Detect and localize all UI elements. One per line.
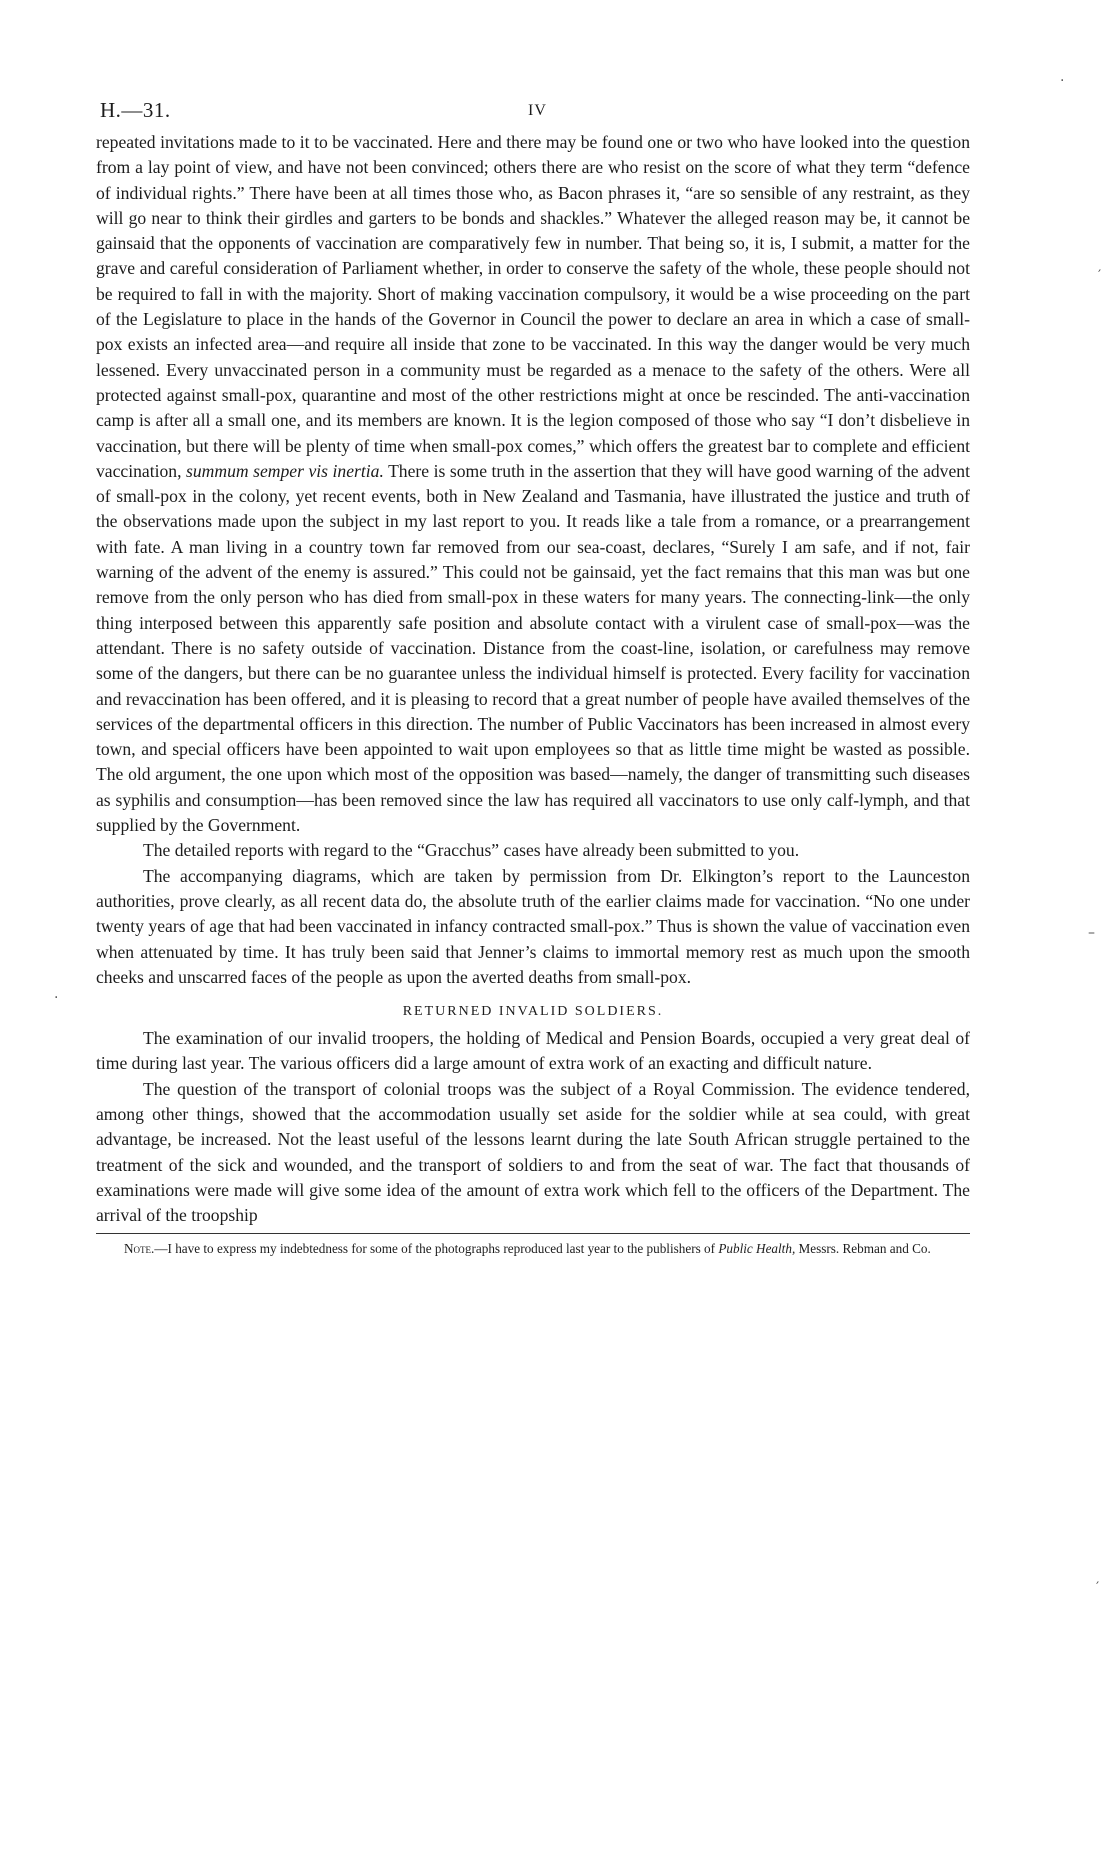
footnote <box>96 1240 970 1257</box>
margin-mark: ′ <box>1098 268 1102 284</box>
paragraph-invalid-troopers: The examination of our invalid troopers, the holding of Medical and Pension Boards, occupied a very great deal of time during last year. The various officers did a large amount of extra work of an exacting and difficult nature. <box>96 1028 970 1074</box>
document-reference: H.—31. <box>100 98 171 122</box>
footnote-divider <box>96 1233 970 1234</box>
paragraph-vaccination <box>96 130 970 838</box>
margin-mark: · <box>54 990 59 1006</box>
page-header <box>96 90 970 130</box>
paragraph-vaccination-text: repeated invitations made to it to be vaccinated. Here and there may be found one or two who have looked into the question from a lay point of view, and have not been convinced; others there are who resist on the score of what they term “defence of individual rights.” There have been at all times those who, as Bacon phrases it, “are so sensible of any restraint, as they will go near to think their girdles and garters to be bonds and shackles.” Whatever the alleged reason may be, it cannot be gainsaid that the opponents of vaccination are comparatively few in number. That being so, it is, I submit, a matter for the grave and careful consideration of Parliament whether, in order to conserve the safety of the whole, these people should not be required to fall in with the majority. Short of making vaccination compulsory, it would be a wise proceeding on the part of the Legislature to place in the hands of the Governor in Council the power to declare an area in which a case of small-pox exists an infected area—and require all inside that zone to be vaccinated. In this way the danger would be very much lessened. Every unvaccinated person in a community must be regarded as a menace to the safety of the others. Were all protected against small-pox, quarantine and most of the other restrictions might at once be rescinded. The anti-vaccination camp is after all a small one, and its members are known. It is the legion composed of those who say “I don’t disbelieve in vaccination, but there will be plenty of time when small-pox comes,” which offers the greatest bar to complete and efficient vaccination, <box>96 132 970 481</box>
document-body <box>96 130 970 1228</box>
margin-mark: ′ <box>1096 1580 1100 1596</box>
paragraph-vaccination-continued: There is some truth in the assertion that they will have good warning of the advent of small-pox in the colony, yet recent events, both in New Zealand and Tasmania, have illustrated the justice and truth of the observations made upon the subject in my last report to you. It reads like a tale from a romance, or a prearrangement with fate. A man living in a country town far removed from our sea-coast, declares, “Surely I am safe, and if not, fair warning of the advent of the enemy is assured.” This could not be gainsaid, yet the fact remains that this man was but one remove from the only person who has died from small-pox in these waters for many years. The connecting-link—the only thing interposed between this apparently safe position and absolute contact with a virulent case of small-pox—was the attendant. There is no safety outside of vaccination. Distance from the coast-line, isolation, or carefulness may remove some of the dangers, but there can be no guarantee unless the individual himself is protected. Every facility for vaccination and revaccination has been offered, and it is pleasing to record that a great number of people have availed themselves of the services of the departmental officers in this direction. The number of Public Vaccinators has been increased in almost every town, and special officers have been appointed to wait upon employees so that as little time might be wasted as possible. The old argument, the one upon which most of the opposition was based—namely, the danger of transmitting such diseases as syphilis and consumption—has been removed since the law has required all vaccinators to use only calf-lymph, and that supplied by the Government. <box>96 460 970 836</box>
section-heading: RETURNED INVALID SOLDIERS. <box>402 1004 664 1020</box>
page-number: IV <box>528 102 547 119</box>
margin-mark: – <box>1088 925 1095 941</box>
paragraph-transport: The question of the transport of colonial troops was the subject of a Royal Commission. The evidence tendered, among other things, showed that the accommodation usually set aside for the soldier while at sea could, with great advantage, be increased. Not the least useful of the lessons learnt during the late South African struggle pertained to the treatment of the sick and wounded, and the transport of soldiers to and from the seat of war. The fact that thousands of examinations were made will give some idea of the amount of extra work which fell to the officers of the Department. The arrival of the troopship <box>96 1078 970 1226</box>
footnote-rest: Messrs. Rebman and Co. <box>798 1241 931 1257</box>
footnote-label: Note. <box>124 1241 155 1257</box>
footnote-text: —I have to express my indebtedness for some of the photographs reproduced last year to the publishers of <box>154 1241 716 1257</box>
margin-mark: · <box>1060 73 1065 89</box>
document-page <box>96 90 970 1257</box>
paragraph-diagrams: The accompanying diagrams, which are taken by permission from Dr. Elkington’s report to the Launceston authorities, prove clearly, as all recent data do, the absolute truth of the earlier claims made for vaccination. “No one under twenty years of age that had been vaccinated in infancy contracted small-pox.” Thus is shown the value of vaccination even when attenuated by time. It has truly been said that Jenner’s claims to immortal memory rest as much upon the smooth cheeks and unscarred faces of the people as upon the averted deaths from small-pox. <box>96 865 970 987</box>
footnote-publication: Public Health, <box>718 1241 796 1257</box>
paragraph-gracchus: The detailed reports with regard to the “Gracchus” cases have already been submitted to you. <box>143 840 800 861</box>
latin-phrase: summum semper vis inertia. <box>186 460 384 481</box>
